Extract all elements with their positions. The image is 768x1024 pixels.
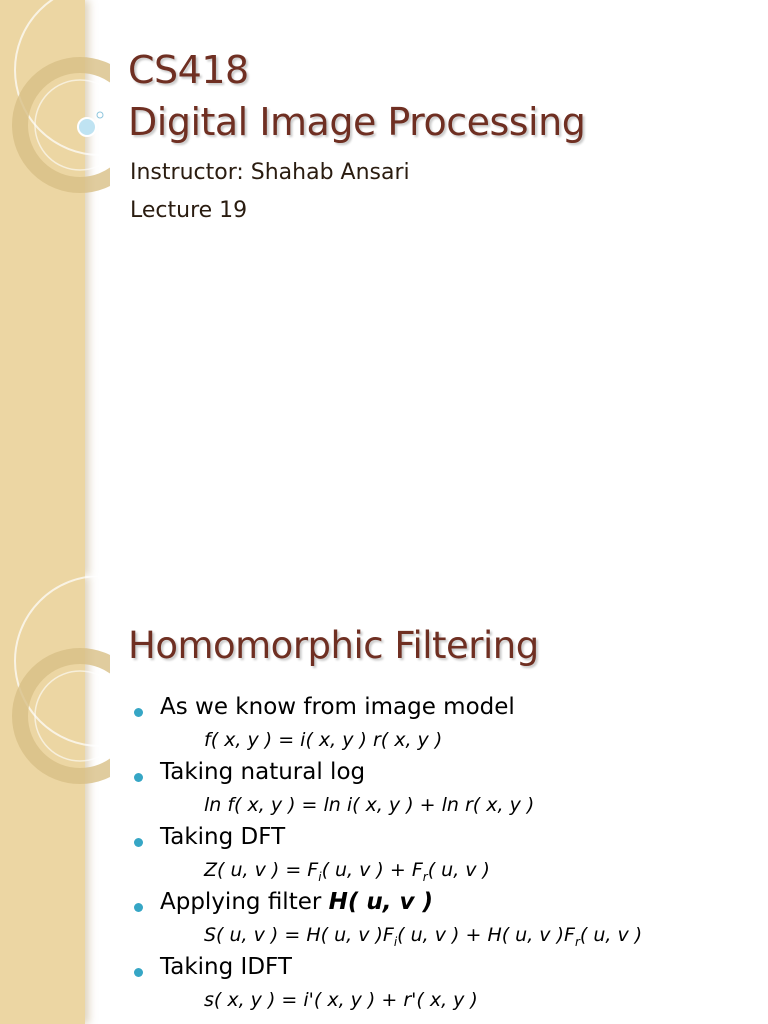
bullet-icon [134,968,143,977]
equation: ln f( x, y ) = ln i( x, y ) + ln r( x, y ) [204,794,535,816]
filter-symbol: H( u, v ) [328,889,434,915]
equation: s( x, y ) = i'( x, y ) + r'( x, y ) [204,989,478,1011]
lecture-number: Lecture 19 [130,198,248,223]
decorative-circles-graphic [0,576,110,1024]
bullet-icon [134,903,143,912]
bullet-icon [134,838,143,847]
course-title: Digital Image Processing [128,100,586,144]
instructor-line: Instructor: Shahab Ansari [130,160,410,185]
decorative-side-band [0,576,85,1024]
equation: f( x, y ) = i( x, y ) r( x, y ) [204,729,443,751]
bullet-text: As we know from image model [160,694,515,720]
equation: S( u, v ) = H( u, v )$F_i$( u, v ) + H( u, v )$F_r$( u, v ) [204,924,643,949]
bullet-text: Taking natural log [160,759,366,785]
bullet-icon [134,773,143,782]
bullet-icon [134,708,143,717]
homomorphic-filtering-slide [0,576,768,1024]
decorative-side-band [0,0,85,576]
course-code: CS418 [128,48,249,92]
equation: Z( u, v ) = $F_i$( u, v ) + $F_r$( u, v ) [204,859,490,884]
bullet-text: Taking IDFT [160,954,292,980]
slide-title: Homomorphic Filtering [128,624,539,667]
bullet-text: Taking DFT [160,824,286,850]
decorative-circles-graphic [0,0,110,576]
bullet-text: Applying filter H( u, v ) [160,889,434,915]
